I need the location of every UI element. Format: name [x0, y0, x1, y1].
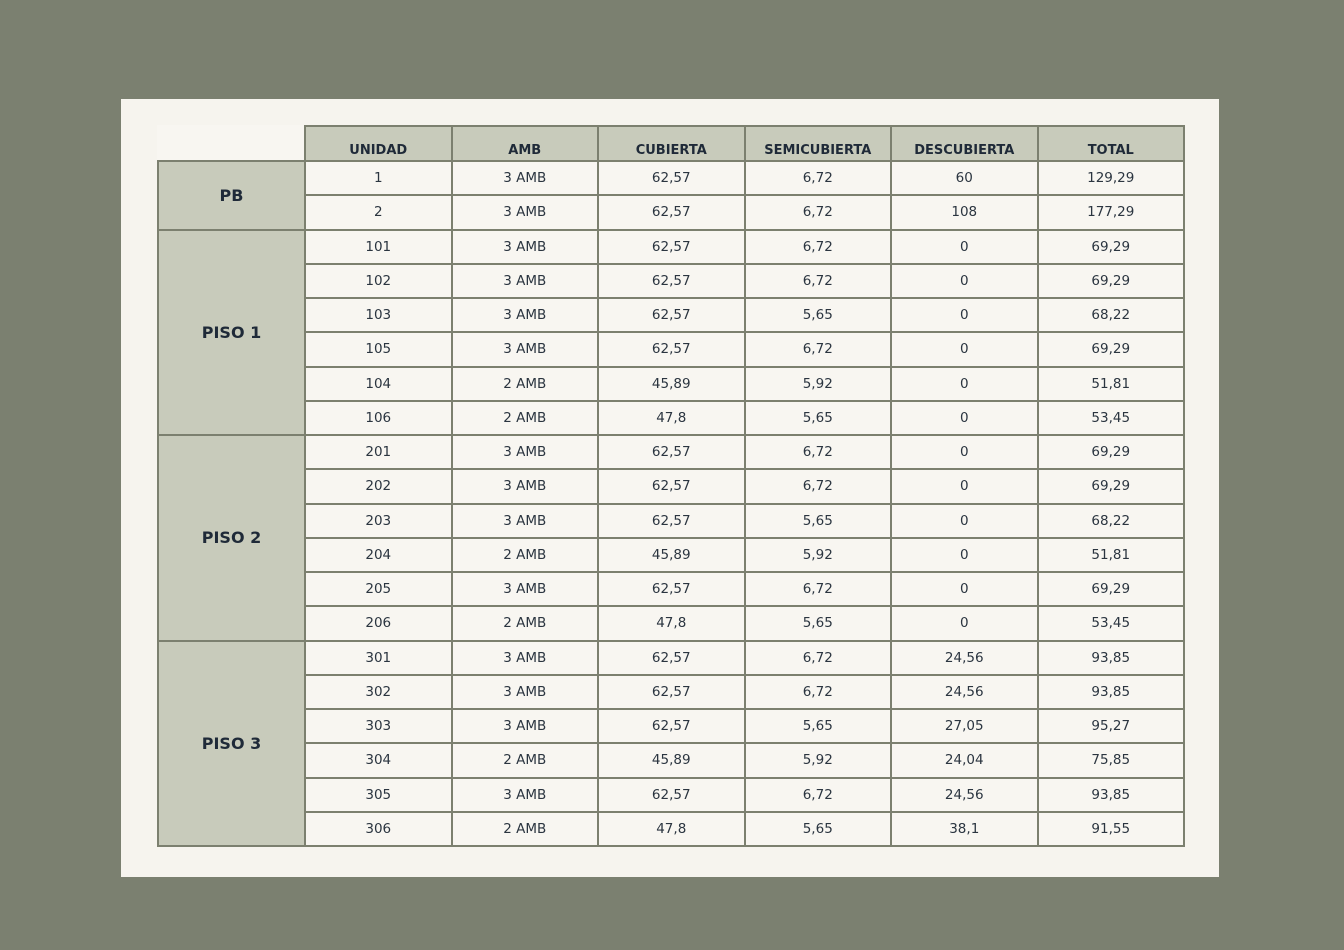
units-table [157, 125, 1183, 851]
table-cell: 62,57 [597, 160, 746, 196]
table-cell: 62,57 [597, 297, 746, 333]
table-cell: 6,72 [744, 468, 893, 504]
table-cell: 6,72 [744, 674, 893, 710]
column-header: AMB [451, 125, 600, 162]
table-cell: 0 [890, 297, 1039, 333]
table-cell: 6,72 [744, 571, 893, 607]
table-cell: 93,85 [1037, 777, 1186, 813]
table-cell: 3 AMB [451, 194, 600, 230]
column-header: CUBIERTA [597, 125, 746, 162]
table-cell: 1 [304, 160, 453, 196]
table-cell: 0 [890, 366, 1039, 402]
column-header: TOTAL [1037, 125, 1186, 162]
table-cell: 51,81 [1037, 366, 1186, 402]
table-cell: 102 [304, 263, 453, 299]
table-cell: 2 AMB [451, 400, 600, 436]
table-cell: 6,72 [744, 434, 893, 470]
table-cell: 0 [890, 331, 1039, 367]
table-cell: 5,92 [744, 742, 893, 778]
table-cell: 101 [304, 229, 453, 265]
table-cell: 3 AMB [451, 468, 600, 504]
table-cell: 302 [304, 674, 453, 710]
table-cell: 303 [304, 708, 453, 744]
table-corner [157, 125, 304, 160]
table-cell: 3 AMB [451, 503, 600, 539]
table-cell: 62,57 [597, 263, 746, 299]
table-cell: 62,57 [597, 674, 746, 710]
table-cell: 75,85 [1037, 742, 1186, 778]
table-cell: 69,29 [1037, 571, 1186, 607]
table-cell: 27,05 [890, 708, 1039, 744]
table-cell: 0 [890, 468, 1039, 504]
table-cell: 306 [304, 811, 453, 847]
table-cell: 3 AMB [451, 331, 600, 367]
table-cell: 68,22 [1037, 503, 1186, 539]
table-cell: 45,89 [597, 537, 746, 573]
table-cell: 62,57 [597, 468, 746, 504]
table-cell: 0 [890, 229, 1039, 265]
table-cell: 6,72 [744, 777, 893, 813]
table-cell: 2 AMB [451, 605, 600, 641]
table-cell: 0 [890, 571, 1039, 607]
table-cell: 60 [890, 160, 1039, 196]
table-cell: 2 AMB [451, 811, 600, 847]
table-cell: 38,1 [890, 811, 1039, 847]
table-cell: 6,72 [744, 640, 893, 676]
table-cell: 106 [304, 400, 453, 436]
table-cell: 95,27 [1037, 708, 1186, 744]
table-cell: 205 [304, 571, 453, 607]
floor-label: PISO 3 [157, 640, 306, 848]
table-cell: 6,72 [744, 160, 893, 196]
table-cell: 24,56 [890, 674, 1039, 710]
table-cell: 53,45 [1037, 400, 1186, 436]
table-cell: 204 [304, 537, 453, 573]
table-cell: 93,85 [1037, 674, 1186, 710]
table-cell: 203 [304, 503, 453, 539]
table-cell: 3 AMB [451, 674, 600, 710]
table-cell: 3 AMB [451, 160, 600, 196]
table-cell: 69,29 [1037, 434, 1186, 470]
table-cell: 6,72 [744, 331, 893, 367]
table-cell: 2 [304, 194, 453, 230]
table-cell: 69,29 [1037, 331, 1186, 367]
table-cell: 3 AMB [451, 571, 600, 607]
table-cell: 201 [304, 434, 453, 470]
table-cell: 6,72 [744, 263, 893, 299]
table-cell: 69,29 [1037, 263, 1186, 299]
table-cell: 47,8 [597, 400, 746, 436]
table-cell: 103 [304, 297, 453, 333]
table-cell: 3 AMB [451, 434, 600, 470]
table-cell: 301 [304, 640, 453, 676]
table-cell: 24,04 [890, 742, 1039, 778]
table-cell: 5,65 [744, 503, 893, 539]
table-cell: 0 [890, 263, 1039, 299]
table-cell: 177,29 [1037, 194, 1186, 230]
table-cell: 3 AMB [451, 777, 600, 813]
table-cell: 108 [890, 194, 1039, 230]
table-cell: 2 AMB [451, 537, 600, 573]
table-cell: 62,57 [597, 434, 746, 470]
table-cell: 0 [890, 537, 1039, 573]
table-cell: 45,89 [597, 366, 746, 402]
floor-label: PISO 1 [157, 229, 306, 437]
table-cell: 62,57 [597, 503, 746, 539]
table-cell: 5,92 [744, 537, 893, 573]
table-cell: 47,8 [597, 605, 746, 641]
table-cell: 105 [304, 331, 453, 367]
table-cell: 104 [304, 366, 453, 402]
table-cell: 129,29 [1037, 160, 1186, 196]
table-cell: 304 [304, 742, 453, 778]
table-cell: 5,92 [744, 366, 893, 402]
table-cell: 0 [890, 434, 1039, 470]
table-cell: 62,57 [597, 708, 746, 744]
table-cell: 3 AMB [451, 708, 600, 744]
table-cell: 5,65 [744, 708, 893, 744]
table-cell: 0 [890, 503, 1039, 539]
table-cell: 0 [890, 605, 1039, 641]
floor-label: PISO 2 [157, 434, 306, 642]
table-cell: 62,57 [597, 331, 746, 367]
table-cell: 24,56 [890, 640, 1039, 676]
column-header: UNIDAD [304, 125, 453, 162]
table-cell: 24,56 [890, 777, 1039, 813]
column-header: DESCUBIERTA [890, 125, 1039, 162]
table-cell: 62,57 [597, 229, 746, 265]
table-cell: 2 AMB [451, 366, 600, 402]
table-cell: 5,65 [744, 605, 893, 641]
table-cell: 5,65 [744, 297, 893, 333]
table-cell: 3 AMB [451, 229, 600, 265]
table-cell: 206 [304, 605, 453, 641]
table-cell: 6,72 [744, 194, 893, 230]
table-cell: 5,65 [744, 811, 893, 847]
table-cell: 62,57 [597, 194, 746, 230]
table-cell: 91,55 [1037, 811, 1186, 847]
floor-label: PB [157, 160, 306, 231]
table-cell: 69,29 [1037, 468, 1186, 504]
table-cell: 5,65 [744, 400, 893, 436]
table-cell: 305 [304, 777, 453, 813]
table-cell: 3 AMB [451, 640, 600, 676]
table-cell: 51,81 [1037, 537, 1186, 573]
table-cell: 62,57 [597, 777, 746, 813]
table-cell: 45,89 [597, 742, 746, 778]
table-cell: 3 AMB [451, 297, 600, 333]
table-cell: 62,57 [597, 571, 746, 607]
table-cell: 69,29 [1037, 229, 1186, 265]
table-cell: 3 AMB [451, 263, 600, 299]
table-cell: 6,72 [744, 229, 893, 265]
table-cell: 68,22 [1037, 297, 1186, 333]
table-cell: 202 [304, 468, 453, 504]
table-cell: 62,57 [597, 640, 746, 676]
table-cell: 53,45 [1037, 605, 1186, 641]
table-cell: 0 [890, 400, 1039, 436]
table-cell: 93,85 [1037, 640, 1186, 676]
table-cell: 47,8 [597, 811, 746, 847]
table-cell: 2 AMB [451, 742, 600, 778]
column-header: SEMICUBIERTA [744, 125, 893, 162]
